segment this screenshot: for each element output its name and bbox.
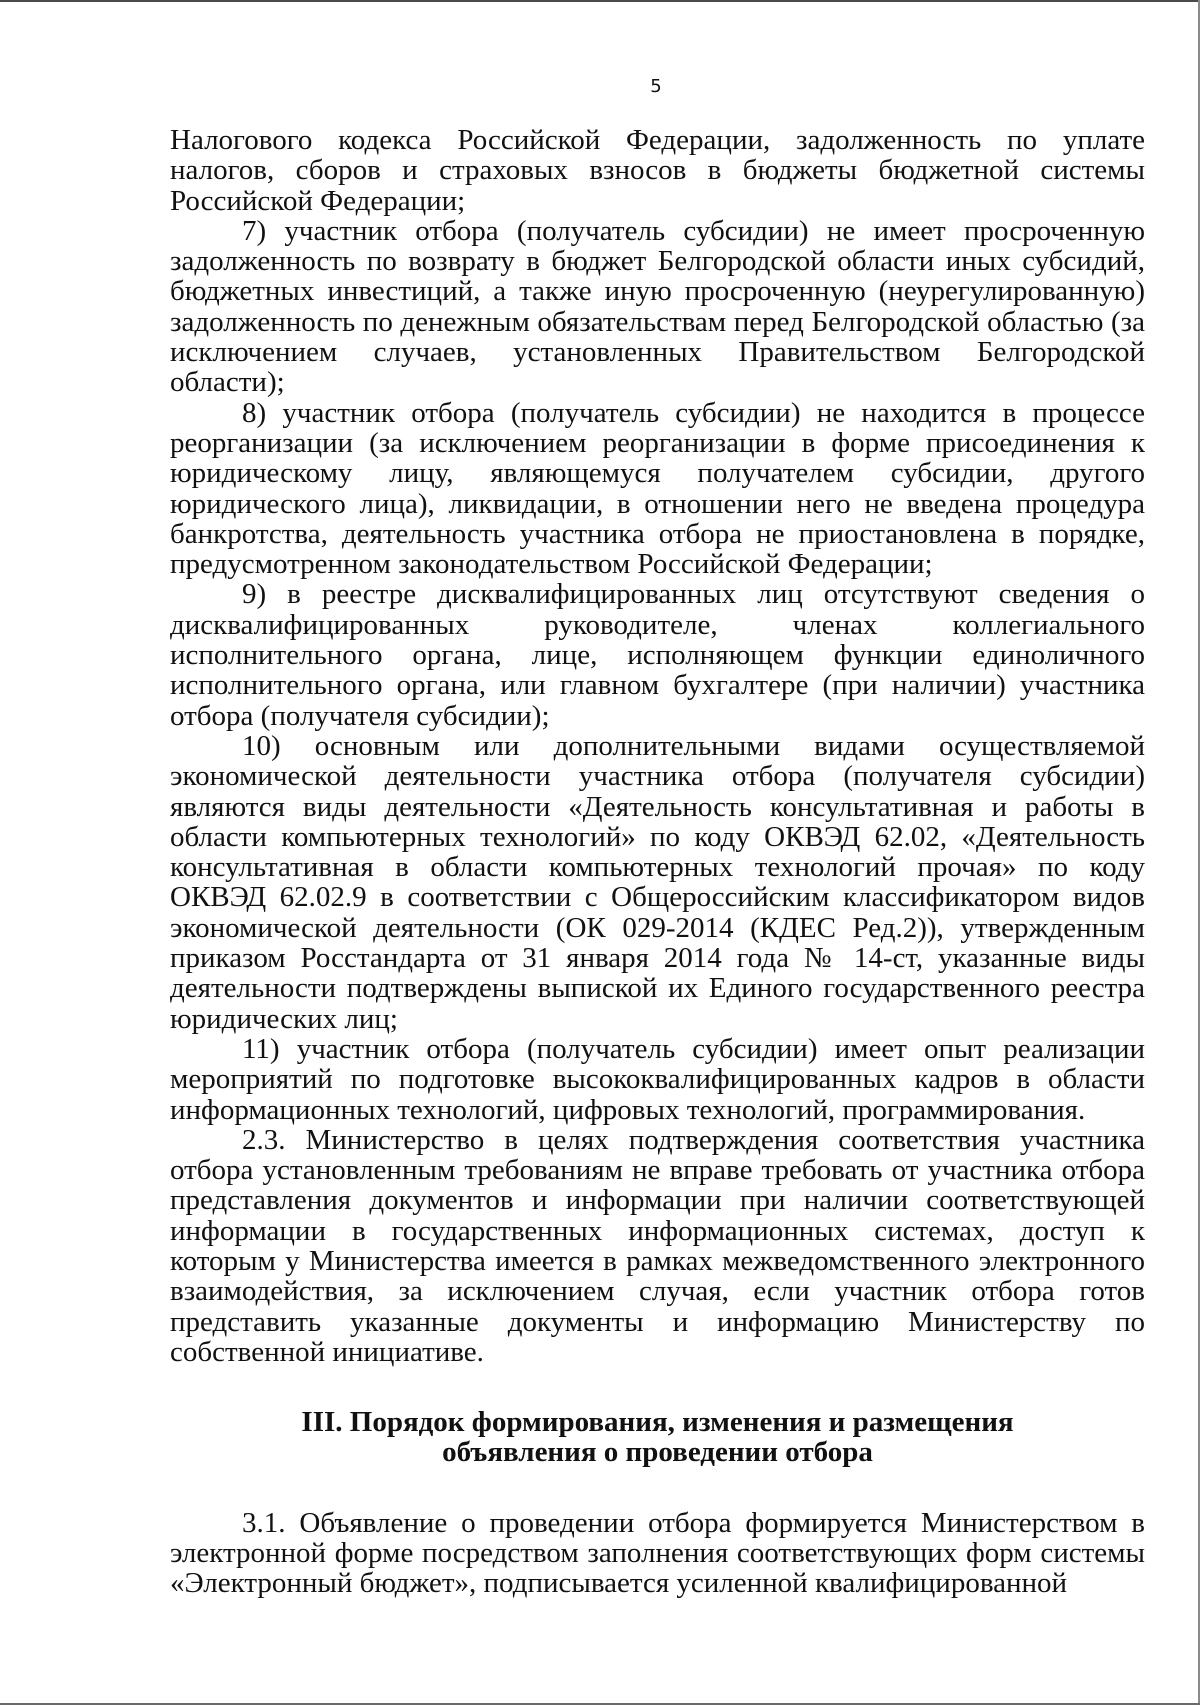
paragraph-continuation: Налогового кодекса Российской Федерации, задолженность по уплате налогов, сборов и страховых взносов в бюджеты бюджетной системы Российской Федерации; [170,124,1145,217]
section-heading-line-2: объявления о проведении отбора [442,1436,873,1469]
paragraph-item-11: 11) участник отбора (получатель субсидии) имеет опыт реализации мероприятий по подготовке высококвалифицированных кадров в области информационных технологий, цифровых технологий, программирования. [170,1032,1145,1126]
paragraph-2-3: 2.3. Министерство в целях подтверждения соответствия участника отбора установленным требованиям не вправе требовать от участника отбора представления документов и информации при наличии соответствующей информации в государственных информационных системах, доступ к которым у Министерства имеется в рамках межведомственного электронного взаимодействия, за исключением случая, если участник отбора готов представить указанные документы и информацию Министерству по собственной инициативе. [170,1123,1145,1368]
paragraph-3-1: 3.1. Объявление о проведении отбора формируется Министерством в электронной форме посредством заполнения соответствующих форм системы «Электронный бюджет», подписывается усиленной квалифицированной [170,1506,1145,1600]
paragraph-item-8: 8) участник отбора (получатель субсидии) не находится в процессе реорганизации (за исключением реорганизации в форме присоединения к юридическому лицу, являющемуся получателем субсидии, другого юридического лица), ликвидации, в отношении него не введена процедура банкротства, деятельность участника отбора не приостановлена в порядке, предусмотренном законодательством Российской Федерации; [170,396,1145,581]
paragraph-item-7: 7) участник отбора (получатель субсидии) не имеет просроченную задолженность по возврату в бюджет Белгородской области иных субсидий, бюджетных инвестиций, а также иную просроченную (неурегулированную) задолженность по денежным обязательствам перед Белгородской областью (за исключением случаев, установленных Правительством Белгородской области); [170,214,1145,399]
page-number: 5 [650,76,662,97]
top-border-line [0,0,1200,2]
section-heading-line-1: III. Порядок формирования, изменения и размещения [301,1406,1014,1439]
document-body [170,125,1145,1599]
section-heading [170,1407,1145,1468]
paragraph-item-9: 9) в реестре дисквалифицированных лиц отсутствуют сведения о дисквалифицированных руководителе, членах коллегиального исполнительного органа, лице, исполняющем функции единоличного исполнительного органа, или главном бухгалтере (при наличии) участника отбора (получателя субсидии); [170,578,1145,732]
paragraph-item-10: 10) основным или дополнительными видами осуществляемой экономической деятельности участника отбора (получателя субсидии) являются виды деятельности «Деятельность консультативная и работы в области компьютерных технологий» по коду ОКВЭД 62.02, «Деятельность консультативная в области компьютерных технологий прочая» по коду ОКВЭД 62.02.9 в соответствии с Общероссийским классификатором видов экономической деятельности (ОК 029-2014 (КДЕС Ред.2)), утвержденным приказом Росстандарта от 31 января 2014 года № 14-ст, указанные виды деятельности подтверждены выпиской их Единого государственного реестра юридических лиц; [170,729,1145,1035]
